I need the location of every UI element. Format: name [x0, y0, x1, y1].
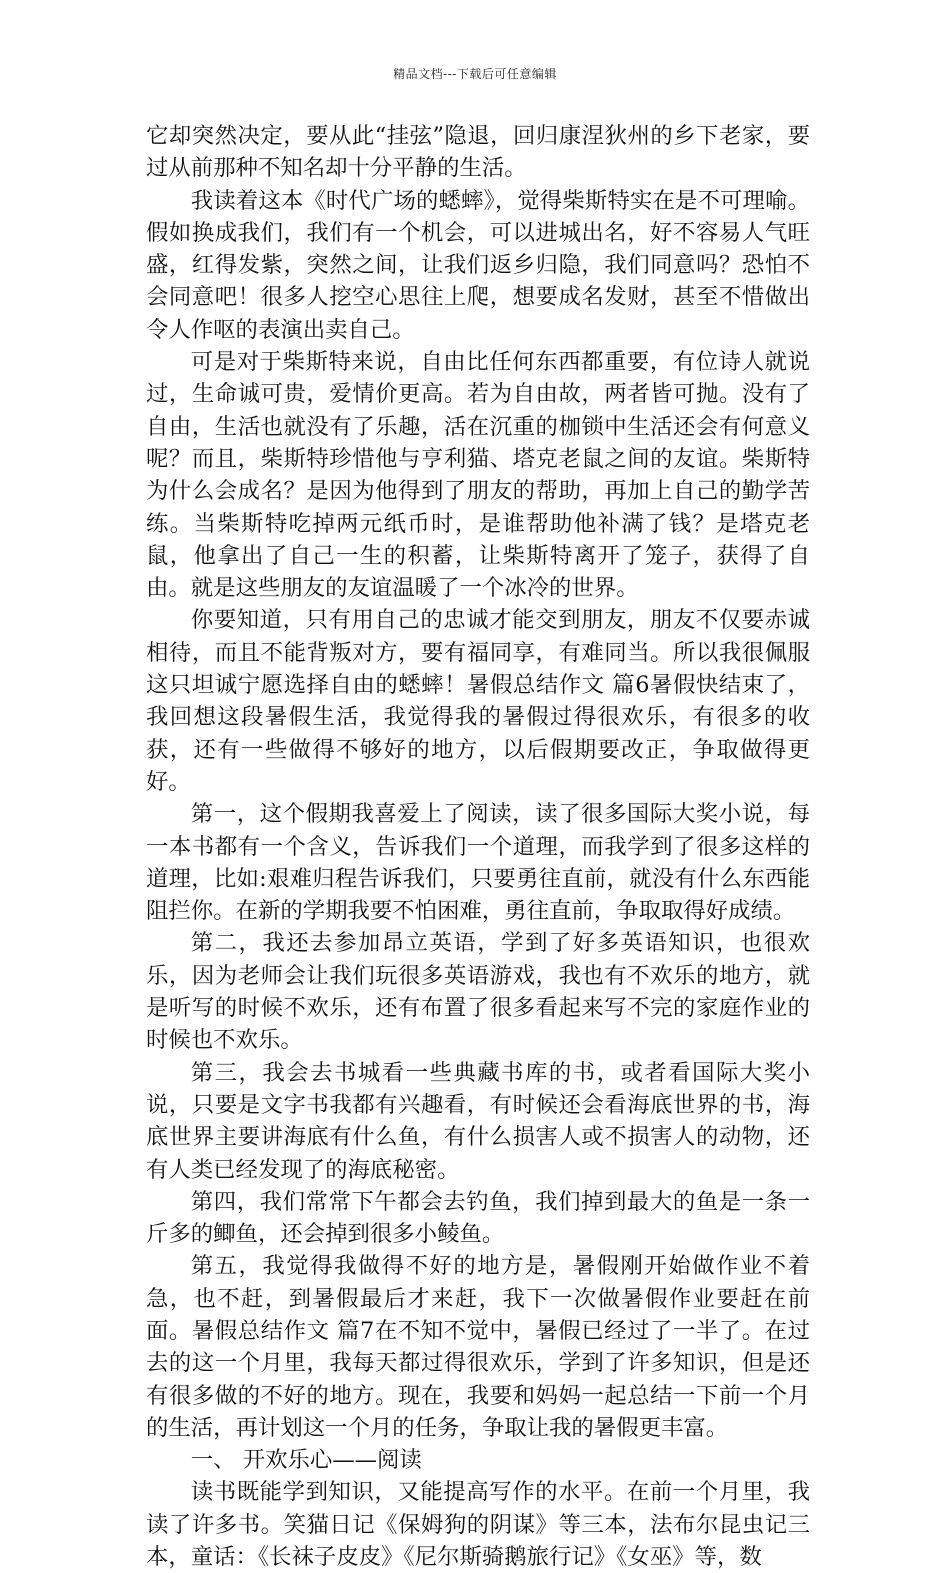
paragraph-cricket-reading: 我读着这本《时代广场的蟋蟀》，觉得柴斯特实在是不可理喻。假如换成我们，我们有一个机会，可以进城出名，好不容易人气旺盛，红得发紫，突然之间，让我们返乡归隐，我们同意吗？恐怕不会同意吧！很多人挖空心思往上爬，想要成名发财，甚至不惜做出令人作呕的表演出卖自己。: [146, 187, 810, 343]
paragraph-continuation: 它却突然决定，要从此“挂弦”隐退，回归康涅狄州的乡下老家，要过从前那种不知名却十分平静的生活。: [146, 123, 810, 182]
paragraph-friendship: 你要知道，只有用自己的忠诚才能交到朋友，朋友不仅要赤诚相待，而且不能背叛对方，要有福同享，有难同当。所以我很佩服这只坦诚宁愿选择自由的蟋蟀！暑假总结作文 篇6暑假快结束了，我回想这段暑假生活，我觉得我的暑假过得很欢乐，有很多的收获，还有一些做得不够好的地方，以后假期要改正，争取做得更好。: [146, 607, 810, 795]
page-header: 精品文档---下载后可任意编辑: [393, 67, 557, 81]
paragraph-fourth: 第四，我们常常下午都会去钓鱼，我们掉到最大的鱼是一条一斤多的鲫鱼，还会掉到很多小鲮鱼。: [146, 1188, 810, 1248]
paragraph-reading: 读书既能学到知识，又能提高写作的水平。在前一个月里，我读了许多书。笑猫日记《保姆狗的阴谋》等三本，法布尔昆虫记三本，童话：《长袜子皮皮》《尼尔斯骑鹅旅行记》《女巫》等，数: [146, 1479, 810, 1571]
document-body: [146, 120, 810, 1573]
paragraph-second: 第二，我还去参加昂立英语，学到了好多英语知识，也很欢乐，因为老师会让我们玩很多英语游戏，我也有不欢乐的地方，就是听写的时候不欢乐，还有布置了很多看起来写不完的家庭作业的时候也不欢乐。: [146, 930, 810, 1054]
paragraph-first: 第一，这个假期我喜爱上了阅读，读了很多国际大奖小说，每一本书都有一个含义，告诉我们一个道理，而我学到了很多这样的道理，比如:艰难归程告诉我们，只要勇往直前，就没有什么东西能阻拦你。在新的学期我要不怕困难，勇往直前，争取取得好成绩。: [146, 801, 810, 925]
paragraph-freedom: 可是对于柴斯特来说，自由比任何东西都重要，有位诗人就说过，生命诚可贵，爱情价更高。若为自由故，两者皆可抛。没有了自由，生活也就没有了乐趣，活在沉重的枷锁中生活还会有何意义呢？而且，柴斯特珍惜他与亨利猫、塔克老鼠之间的友谊。柴斯特为什么会成名？是因为他得到了朋友的帮助，再加上自己的勤学苦练。当柴斯特吃掉两元纸币时，是谁帮助他补满了钱？是塔克老鼠，他拿出了自己一生的积蓄，让柴斯特离开了笼子，获得了自由。就是这些朋友的友谊温暖了一个冰冷的世界。: [146, 349, 810, 602]
section-heading-reading: 一、 开欢乐心——阅读: [190, 1447, 422, 1474]
paragraph-fifth: 第五，我觉得我做得不好的地方是，暑假刚开始做作业不着急，也不赶，到暑假最后才来赶，我下一次做暑假作业要赶在前面。暑假总结作文 篇7在不知不觉中，暑假已经过了一半了。在过去的这一个月里，我每天都过得很欢乐，学到了许多知识，但是还有很多做的不好的地方。现在，我要和妈妈一起总结一下前一个月的生活，再计划这一个月的任务，争取让我的暑假更丰富。: [146, 1253, 810, 1441]
paragraph-third: 第三，我会去书城看一些典藏书库的书，或者看国际大奖小说，只要是文字书我都有兴趣看，有时候还会看海底世界的书，海底世界主要讲海底有什么鱼，有什么损害人或不损害人的动物，还有人类已经发现了的海底秘密。: [146, 1059, 810, 1183]
